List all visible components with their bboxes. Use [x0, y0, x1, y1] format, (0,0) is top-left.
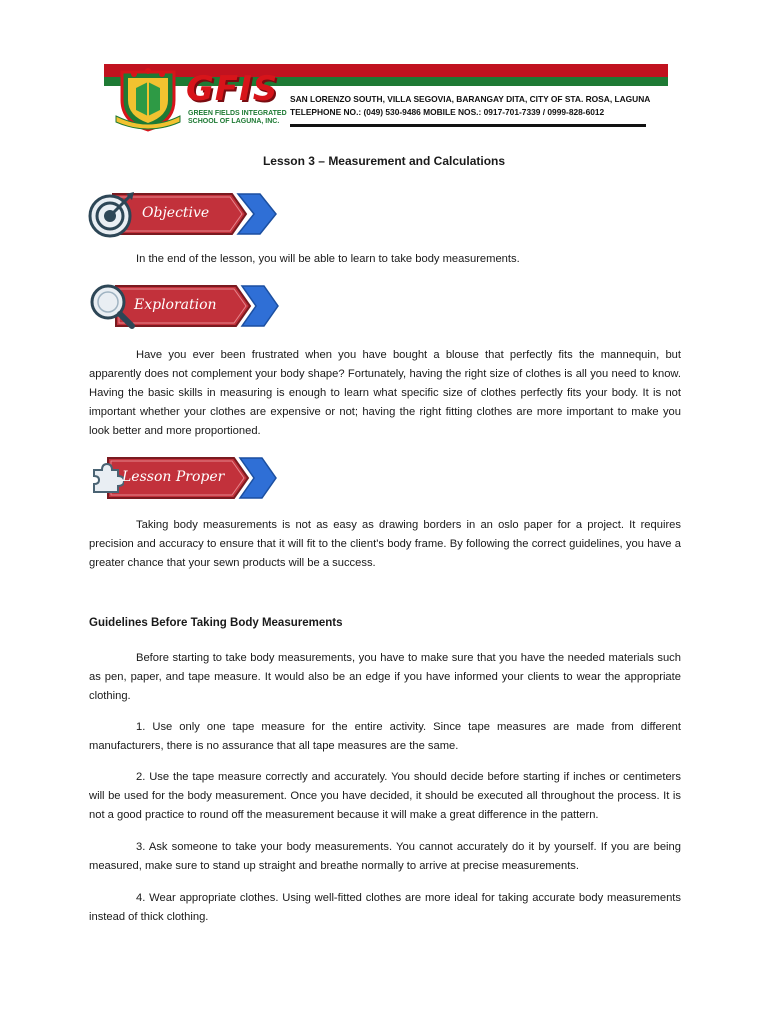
guidelines-intro-paragraph: [89, 649, 681, 706]
objective-label: Objective: [142, 205, 210, 221]
guideline-item-2: [89, 768, 681, 825]
lesson-title: Lesson 3 – Measurement and Calculations: [262, 154, 506, 168]
puzzle-icon: [90, 462, 124, 496]
brand-name: GFIS: [186, 69, 279, 109]
header-underline: [290, 124, 646, 127]
guideline-item-text: 4. Wear appropriate clothes. Using well-fitted clothes are more ideal for taking accurate body measurements instead of thick clothing.: [89, 892, 681, 923]
lesson-proper-label: Lesson Proper: [122, 469, 225, 485]
school-crest-logo: [112, 66, 184, 132]
target-icon: [88, 190, 136, 238]
objective-banner: [88, 188, 278, 240]
guidelines-heading: Guidelines Before Taking Body Measurements: [89, 617, 343, 629]
exploration-text: Have you ever been frustrated when you have bought a blouse that perfectly fits the mannequin, but apparently does not complement your body shape? Fortunately, having the right size of clothes is all you need to know. Having the basic skills in measuring is enough to learn what specific size of clothes perfectly fits your body. It is not important whether your clothes are expensive or not; having the right fitting clothes are more important to make you look better and more proportioned.: [89, 349, 681, 437]
guideline-item-text: 2. Use the tape measure correctly and accurately. You should decide before starting if inches or centimeters will be used for the body measurement. Once you have decided, it should be executed all throughout the process. It is not a good practice to round off the measurement because it will make a great difference in the pattern.: [89, 771, 681, 821]
objective-text: In the end of the lesson, you will be able to learn to take body measurements.: [136, 253, 520, 265]
school-brand: [186, 70, 290, 132]
school-name: GREEN FIELDS INTEGRATED SCHOOL OF LAGUNA, INC.: [188, 110, 287, 125]
magnifier-icon: [88, 282, 136, 330]
guideline-item-1: [89, 718, 681, 756]
lesson-proper-text: Taking body measurements is not as easy as drawing borders in an oslo paper for a project. It requires precision and accuracy to ensure that it will fit to the client's body frame. By following the correct guidelines, you have a greater chance that your sewn products will be a success.: [89, 519, 681, 569]
guideline-item-text: 3. Ask someone to take your body measurements. You cannot accurately do it by yourself. If you are being measured, make sure to stand up straight and breathe normally to arrive at precise measurements.: [89, 841, 681, 872]
objective-paragraph: [89, 250, 681, 269]
school-address: SAN LORENZO SOUTH, VILLA SEGOVIA, BARANGAY DITA, CITY OF STA. ROSA, LAGUNA: [290, 94, 651, 104]
exploration-paragraph: [89, 346, 681, 441]
lesson-proper-banner: [88, 452, 278, 504]
guideline-item-4: [89, 889, 681, 927]
lesson-proper-paragraph: [89, 516, 681, 573]
guideline-item-3: [89, 838, 681, 876]
guidelines-intro-text: Before starting to take body measurements, you have to make sure that you have the needed materials such as pen, paper, and tape measure. It would also be an edge if you have informed your clients to wear the appropriate clothing.: [89, 652, 681, 702]
guideline-item-text: 1. Use only one tape measure for the entire activity. Since tape measures are made from different manufacturers, there is no assurance that all tape measures are the same.: [89, 721, 681, 752]
school-header: [104, 64, 668, 134]
exploration-banner: [88, 280, 280, 332]
school-contact: TELEPHONE NO.: (049) 530-9486 MOBILE NOS.: 0917-701-7339 / 0999-828-6012: [290, 107, 605, 117]
exploration-label: Exploration: [134, 297, 217, 313]
